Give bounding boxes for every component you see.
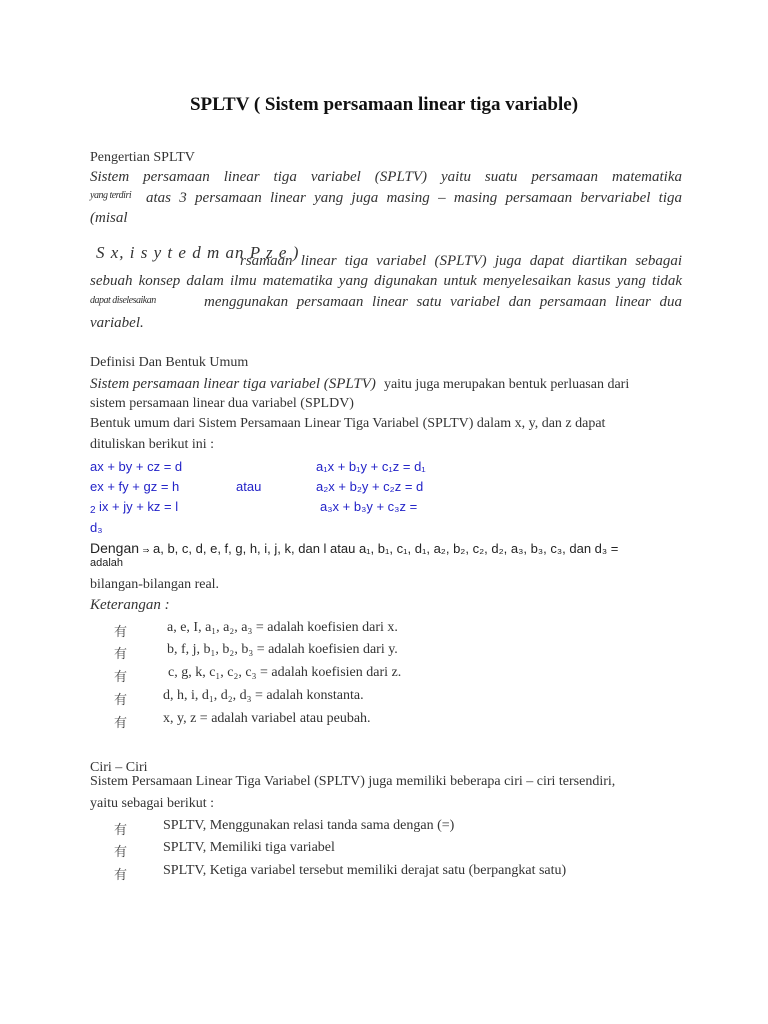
document-title: SPLTV ( Sistem persamaan linear tiga variable)	[189, 94, 579, 115]
dengan-label: Dengan	[90, 540, 140, 556]
bullet-icon: 有	[114, 692, 128, 707]
note-item: d, h, i, d₁, d₂, d₃ = adalah konstanta.	[163, 688, 364, 703]
feature-item: SPLTV, Menggunakan relasi tanda sama dengan (=)	[163, 818, 455, 833]
bullet-icon: 有	[114, 715, 128, 730]
garbled-text: S x, i s y t e d m an P z e )	[96, 243, 300, 262]
paragraph-line: (misal	[90, 210, 128, 226]
equation-left-2: ex + fy + gz = h	[90, 479, 180, 494]
section-heading-pengertian: Pengertian SPLTV	[90, 150, 195, 165]
paragraph-line: Sistem Persamaan Linear Tiga Variabel (SPLTV) juga memiliki beberapa ciri – ciri tersendiri,	[90, 774, 616, 789]
arrow-icon: ⇒	[142, 546, 150, 555]
bullet-icon: 有	[114, 867, 128, 882]
keterangan-label: Keterangan :	[90, 597, 170, 613]
bullet-icon: 有	[114, 844, 128, 859]
intro-rest: yaitu juga merupakan bentuk perluasan dari	[383, 377, 630, 392]
section-heading-definisi: Definisi Dan Bentuk Umum	[90, 355, 249, 370]
paragraph-line: Sistem persamaan linear tiga variabel (SPLTV) yaitu suatu persamaan matematika	[90, 169, 682, 185]
paragraph-line: menggunakan persamaan linear satu variabel dan persamaan linear dua	[204, 294, 682, 310]
equation-right-1: a₁x + b₁y + c₁z = d₁	[316, 459, 426, 474]
section-heading-ciri: Ciri – Ciri	[90, 760, 148, 775]
intro-line	[90, 375, 629, 393]
paragraph-line: yaitu sebagai berikut :	[90, 796, 215, 811]
note-item: c, g, k, c₁, c₂, c₃ = adalah koefisien dari z.	[168, 665, 402, 680]
bullet-icon: 有	[114, 646, 128, 661]
paragraph-fragment: dapat diselesaikan	[90, 295, 156, 306]
equation-right-3-continuation: d₃	[90, 520, 103, 535]
paragraph-line: variabel.	[90, 315, 144, 331]
feature-item: SPLTV, Ketiga variabel tersebut memiliki derajat satu (berpangkat satu)	[163, 863, 567, 878]
paragraph-line: bilangan-bilangan real.	[90, 577, 220, 592]
paragraph-fragment: yang terdiri	[90, 190, 132, 201]
paragraph-line: Bentuk umum dari Sistem Persamaan Linear Tiga Variabel (SPLTV) dalam x, y, dan z dapat	[90, 416, 606, 431]
bullet-icon: 有	[114, 624, 128, 639]
equation-right-2: a₂x + b₂y + c₂z = d	[316, 479, 424, 494]
adalah-text: adalah	[90, 557, 124, 569]
note-item: x, y, z = adalah variabel atau peubah.	[163, 711, 371, 726]
atau-label: atau	[236, 479, 262, 494]
dengan-text: a, b, c, d, e, f, g, h, i, j, k, dan l atau a₁, b₁, c₁, d₁, a₂, b₂, c₂, d₂, a₃, b₃, c₃, dan d₃ =	[153, 541, 619, 556]
bullet-icon: 有	[114, 669, 128, 684]
note-item: a, e, I, a₁, a₂, a₃ = adalah koefisien dari x.	[167, 620, 398, 635]
dengan-line	[90, 540, 618, 556]
feature-item: SPLTV, Memiliki tiga variabel	[163, 840, 335, 855]
bullet-icon: 有	[114, 822, 128, 837]
intro-italic: Sistem persamaan linear tiga variabel (SPLTV)	[90, 376, 376, 392]
note-item: b, f, j, b₁, b₂, b₃ = adalah koefisien dari y.	[167, 642, 398, 657]
paragraph-line: atas 3 persamaan linear yang juga masing – masing persamaan bervariabel tiga	[146, 190, 682, 206]
paragraph-line: sebuah konsep dalam ilmu matematika yang digunakan untuk menyelesaikan kasus yang tidak	[90, 273, 682, 289]
equation-prefix: 2	[90, 505, 96, 516]
paragraph-line: sistem persamaan linear dua variabel (SPLDV)	[90, 396, 354, 411]
equation-left-1: ax + by + cz = d	[90, 459, 183, 474]
equation-left-3: ix + jy + kz = l	[99, 499, 179, 514]
paragraph-line: dituliskan berikut ini :	[90, 437, 215, 452]
paragraph-line: rsamaan linear tiga variabel (SPLTV) juga dapat diartikan sebagai	[240, 253, 682, 269]
equation-right-3: a₃x + b₃y + c₃z =	[320, 499, 418, 514]
